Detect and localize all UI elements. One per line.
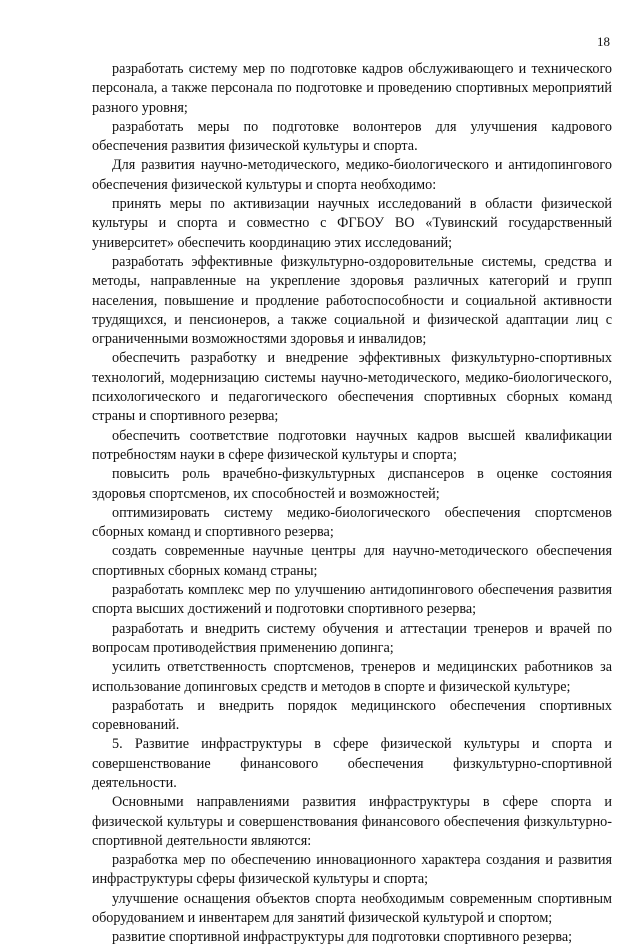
paragraph: разработать и внедрить систему обучения и аттестации тренеров и врачей по вопросам противодействия применению допинга; xyxy=(92,620,612,656)
document-body xyxy=(92,60,612,948)
paragraph: оптимизировать систему медико-биологического обеспечения спортсменов сборных команд и спортивного резерва; xyxy=(92,504,612,541)
paragraph: разработать систему мер по подготовке кадров обслуживающего и технического персонала, а также персонала по подготовке и проведению спортивных мероприятий разного уровня; xyxy=(92,61,612,116)
section-heading: 5. Развитие инфраструктуры в сфере физической культуры и спорта и совершенствование финансового обеспечения физкультурно-спортивной деятельности. xyxy=(92,736,612,791)
paragraph: Для развития научно-методического, медико-биологического и антидопингового обеспечения физической культуры и спорта необходимо: xyxy=(92,157,612,193)
paragraph: разработать и внедрить порядок медицинского обеспечения спортивных соревнований. xyxy=(92,697,612,734)
paragraph: разработка мер по обеспечению инновационного характера создания и развития инфраструктуры сферы физической культуры и спорта; xyxy=(92,852,612,888)
paragraph: принять меры по активизации научных исследований в области физической культуры и спорта и совместно с ФГБОУ ВО «Тувинский государственный университет» обеспечить координацию этих исследований; xyxy=(92,196,612,251)
paragraph: развитие спортивной инфраструктуры для подготовки спортивного резерва; xyxy=(112,929,573,946)
paragraph: обеспечить соответствие подготовки научных кадров высшей квалификации потребностям науки в сфере физической культуры и спорта; xyxy=(92,427,612,463)
paragraph: обеспечить разработку и внедрение эффективных физкультурно-спортивных технологий, модернизацию системы научно-методического, медико-биологического, психологического и педагогического обеспечения спортивных сборных команд страны и спортивного резерва; xyxy=(92,350,612,425)
paragraph: улучшение оснащения объектов спорта необходимым современным спортивным оборудованием и инвентарем для занятий физической культурой и спортом; xyxy=(92,890,612,927)
paragraph: Основными направлениями развития инфраструктуры в сфере спорта и физической культуры и совершенствования финансового обеспечения физкультурно-спортивной деятельности являются: xyxy=(92,794,612,849)
paragraph: создать современные научные центры для научно-методического обеспечения спортивных сборных команд страны; xyxy=(92,543,612,579)
paragraph: разработать эффективные физкультурно-оздоровительные системы, средства и методы, направленные на укрепление здоровья различных категорий и групп населения, повышение и продление работоспособности и социальной активности трудящихся, и пенсионеров, а также социальной и физической адаптации лиц с ограниченными возможностями здоровья и инвалидов; xyxy=(92,253,612,348)
paragraph: разработать меры по подготовке волонтеров для улучшения кадрового обеспечения развития физической культуры и спорта. xyxy=(92,118,612,155)
paragraph: усилить ответственность спортсменов, тренеров и медицинских работников за использование допинговых средств и методов в спорте и физической культуре; xyxy=(92,659,612,695)
page-number: 18 xyxy=(597,34,610,49)
paragraph: разработать комплекс мер по улучшению антидопингового обеспечения развития спорта высших достижений и подготовки спортивного резерва; xyxy=(92,582,612,618)
paragraph: повысить роль врачебно-физкультурных диспансеров в оценке состояния здоровья спортсменов, их способностей и возможностей; xyxy=(92,466,612,502)
